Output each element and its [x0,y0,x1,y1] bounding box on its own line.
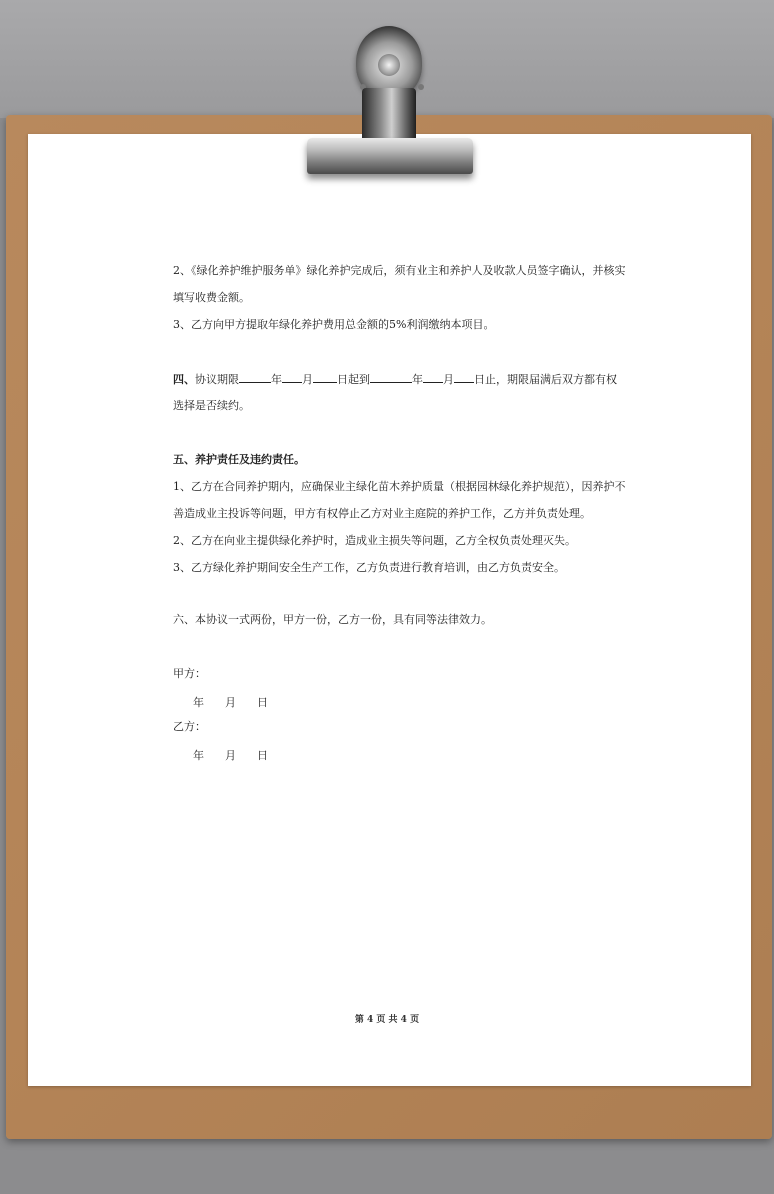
blank-field [454,372,474,383]
page-indicator: 第 4 页 共 4 页 [354,1015,420,1025]
clause-3: 3、乙方向甲方提取年绿化养护费用总金额的5%利润缴纳本项目。 [173,318,495,331]
party-b-date: 年 月 日 [193,749,268,762]
year-label: 年 [271,373,282,386]
year-label: 年 [412,373,423,386]
month-label: 月 [302,373,313,386]
blank-field [239,372,271,383]
section-4-line-2: 选择是否续约。 [173,399,250,412]
clause-2-line-2: 填写收费金额。 [173,291,250,304]
blank-field [313,372,337,383]
section-5-heading: 五、养护责任及违约责任。 [173,453,305,466]
day-end-label: 日止，期限届满后双方都有权 [474,373,617,386]
party-a-label: 甲方： [173,667,206,680]
section-4-term-label: 协议期限 [195,373,239,386]
party-a-date: 年 月 日 [193,696,268,709]
month-label: 月 [443,373,454,386]
blank-field [370,372,412,383]
section-4-line-1 [173,372,617,387]
section-5-item-3: 3、乙方绿化养护期间安全生产工作，乙方负责进行教育培训，由乙方负责安全。 [173,561,565,574]
section-5-item-1-line-2: 善造成业主投诉等问题，甲方有权停止乙方对业主庭院的养护工作，乙方并负责处理。 [173,507,591,520]
party-b-label: 乙方： [173,720,206,733]
clause-2-line-1: 2、《绿化养护维护服务单》绿化养护完成后，须有业主和养护人及收款人员签字确认，并核实 [173,264,626,277]
day-start-label: 日起到 [337,373,370,386]
section-4-number: 四、 [173,373,195,386]
section-5-item-2: 2、乙方在向业主提供绿化养护时，造成业主损失等问题，乙方全权负责处理灭失。 [173,534,576,547]
section-5-item-1-line-1: 1、乙方在合同养护期内，应确保业主绿化苗木养护质量（根据园林绿化养护规范），因养护不 [173,480,626,493]
blank-field [282,372,302,383]
blank-field [423,372,443,383]
section-6: 六、本协议一式两份，甲方一份，乙方一份，具有同等法律效力。 [173,613,492,626]
